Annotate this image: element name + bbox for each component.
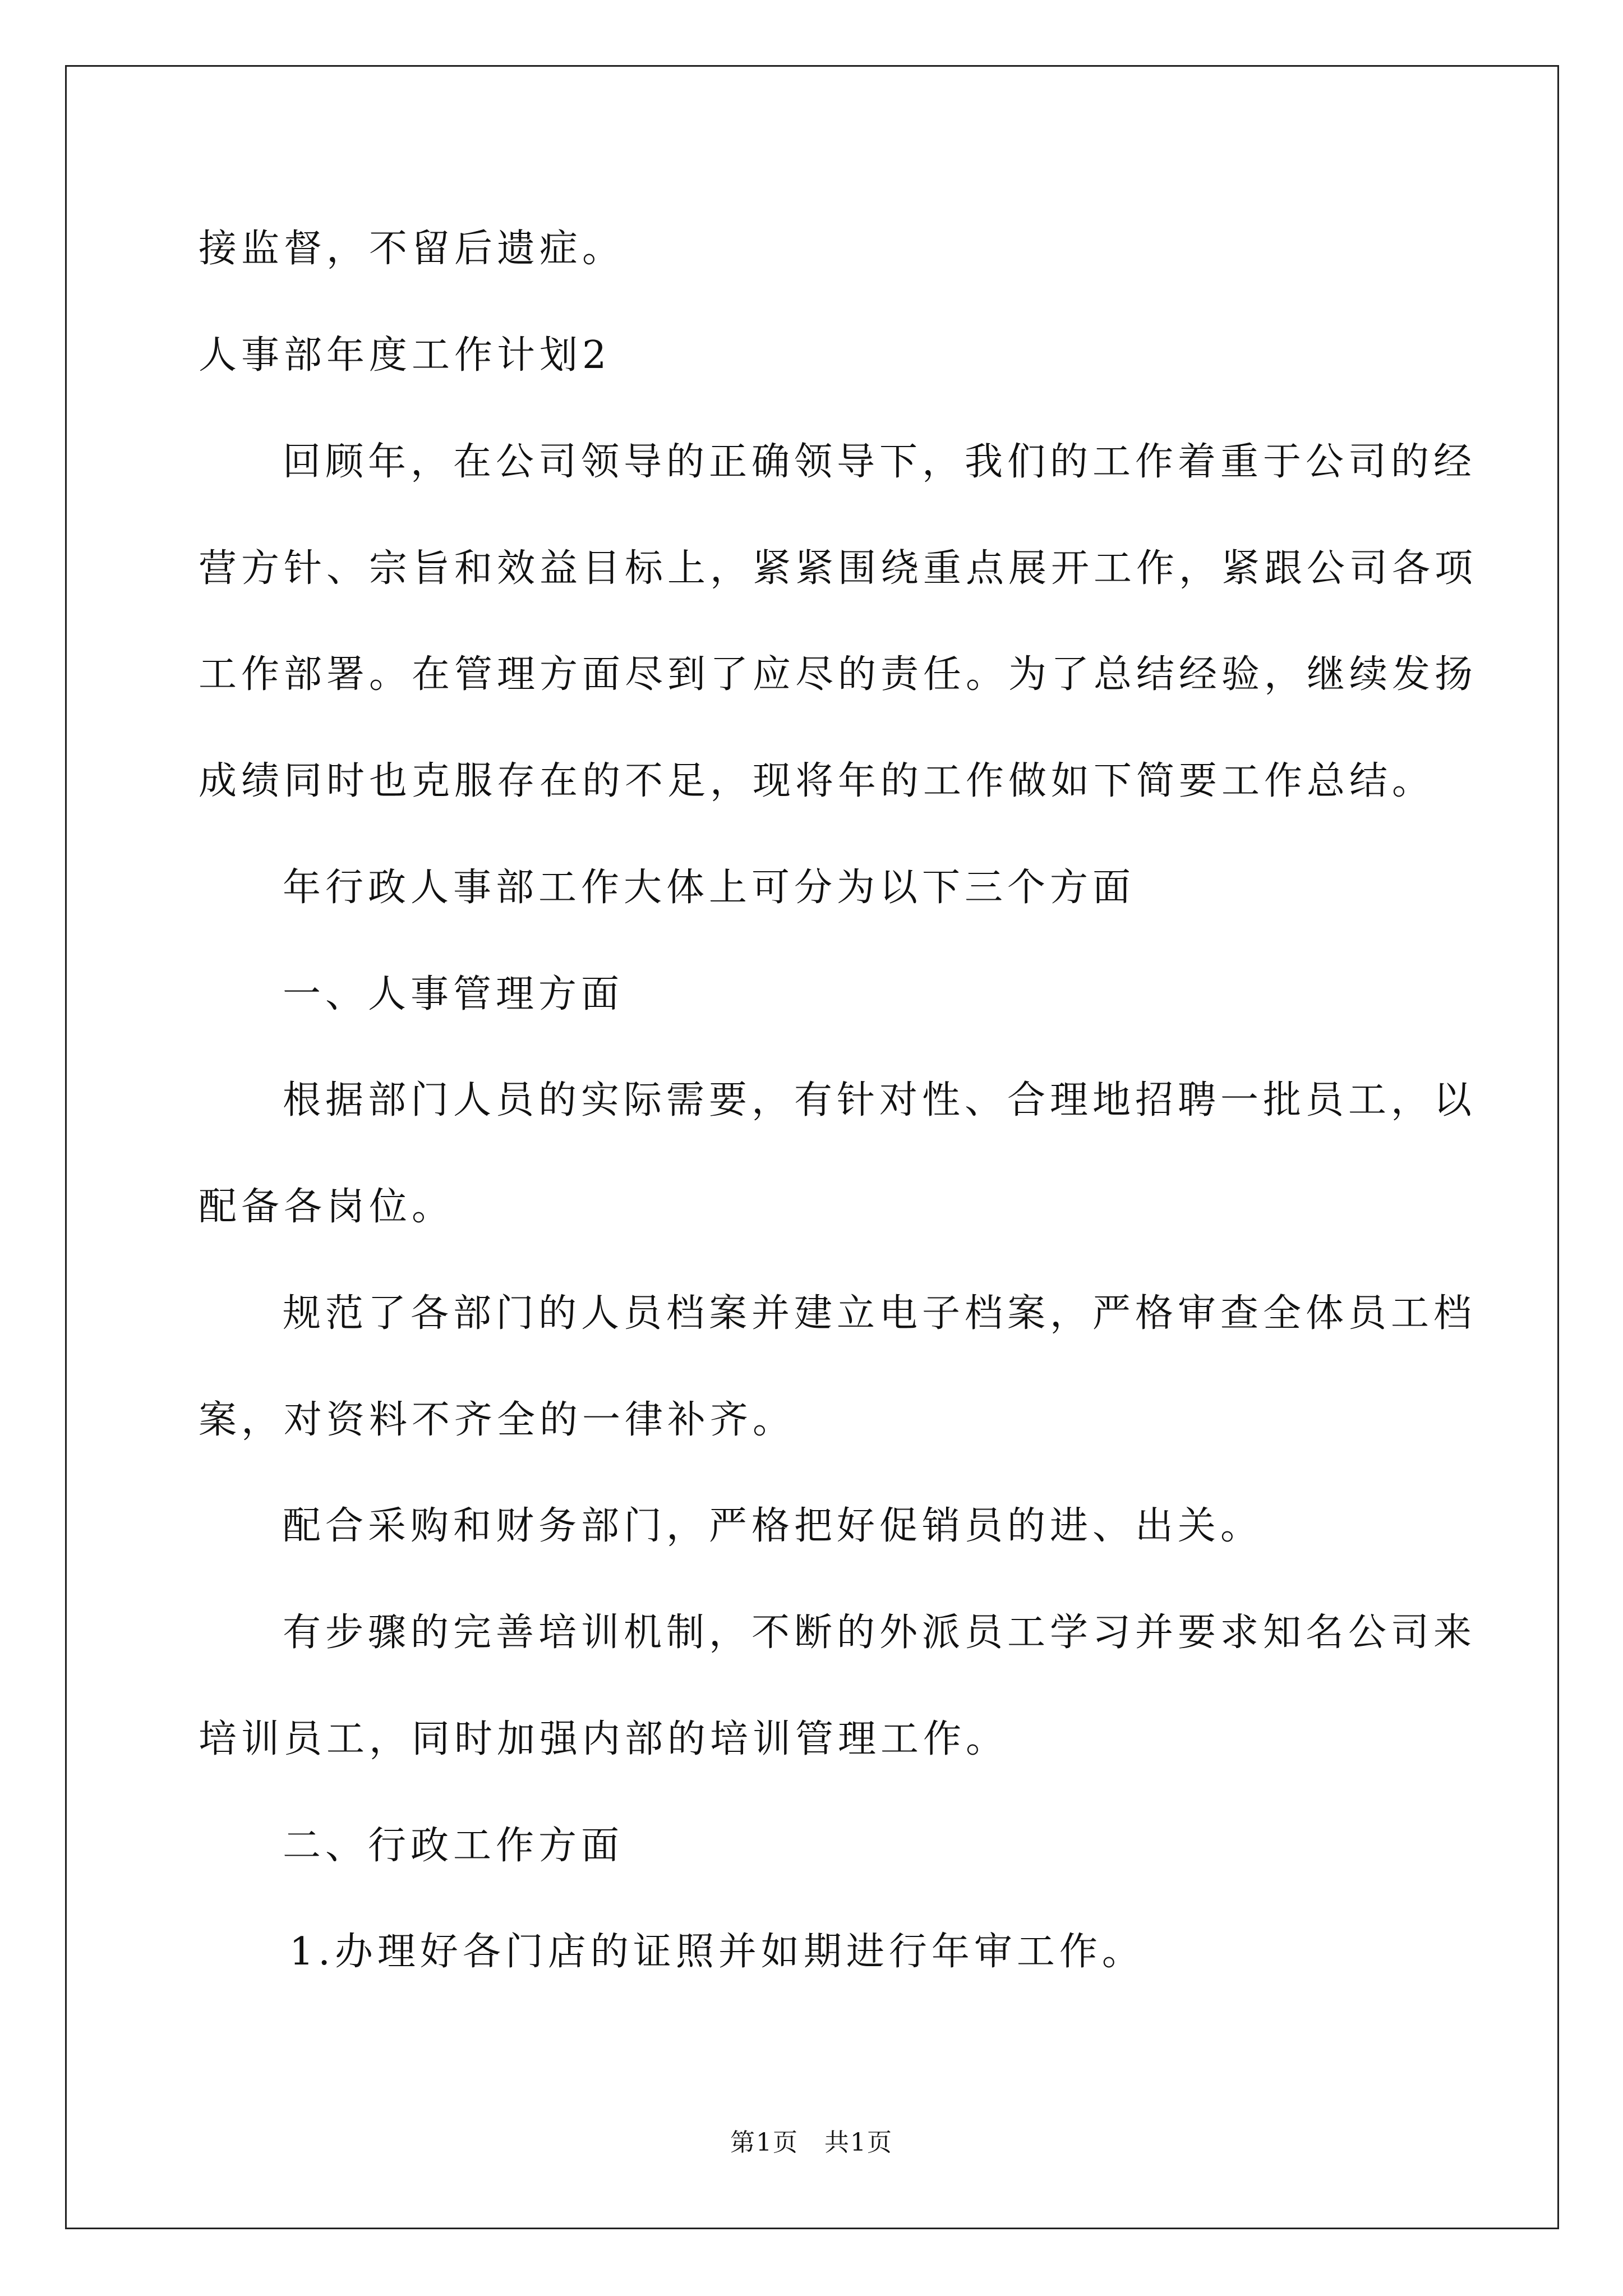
paragraph-line: 有步骤的完善培训机制，不断的外派员工学习并要求知名公司来 [283,1611,1477,1655]
paragraph-line: 工作部署。在管理方面尽到了应尽的责任。为了总结经验，继续发扬 [199,652,1478,697]
page-border [65,65,1559,2229]
paragraph-line: 接监督，不留后遗症。 [199,227,625,271]
paragraph-line: 案，对资料不齐全的一律补齐。 [199,1398,796,1442]
subsection-heading: 一、人事管理方面 [283,972,624,1016]
paragraph-line: 年行政人事部工作大体上可分为以下三个方面 [283,866,1136,910]
page-number-footer: 第1页 共1页 [730,2128,893,2157]
paragraph-line: 营方针、宗旨和效益目标上，紧紧围绕重点展开工作，紧跟公司各项 [199,546,1478,591]
paragraph-line: 配备各岗位。 [199,1185,455,1229]
list-item: 1.办理好各门店的证照并如期进行年审工作。 [289,1930,1145,1974]
paragraph-line: 回顾年，在公司领导的正确领导下，我们的工作着重于公司的经 [283,440,1477,484]
paragraph-line: 成绩同时也克服存在的不足，现将年的工作做如下简要工作总结。 [199,759,1435,803]
subsection-heading: 二、行政工作方面 [283,1824,624,1868]
paragraph-line: 规范了各部门的人员档案并建立电子档案，严格审查全体员工档 [283,1291,1477,1336]
paragraph-line: 培训员工，同时加强内部的培训管理工作。 [199,1717,1009,1761]
paragraph-line: 配合采购和财务部门，严格把好促销员的进、出关。 [283,1504,1264,1548]
section-heading: 人事部年度工作计划2 [199,333,611,378]
paragraph-line: 根据部门人员的实际需要，有针对性、合理地招聘一批员工，以 [283,1078,1477,1122]
